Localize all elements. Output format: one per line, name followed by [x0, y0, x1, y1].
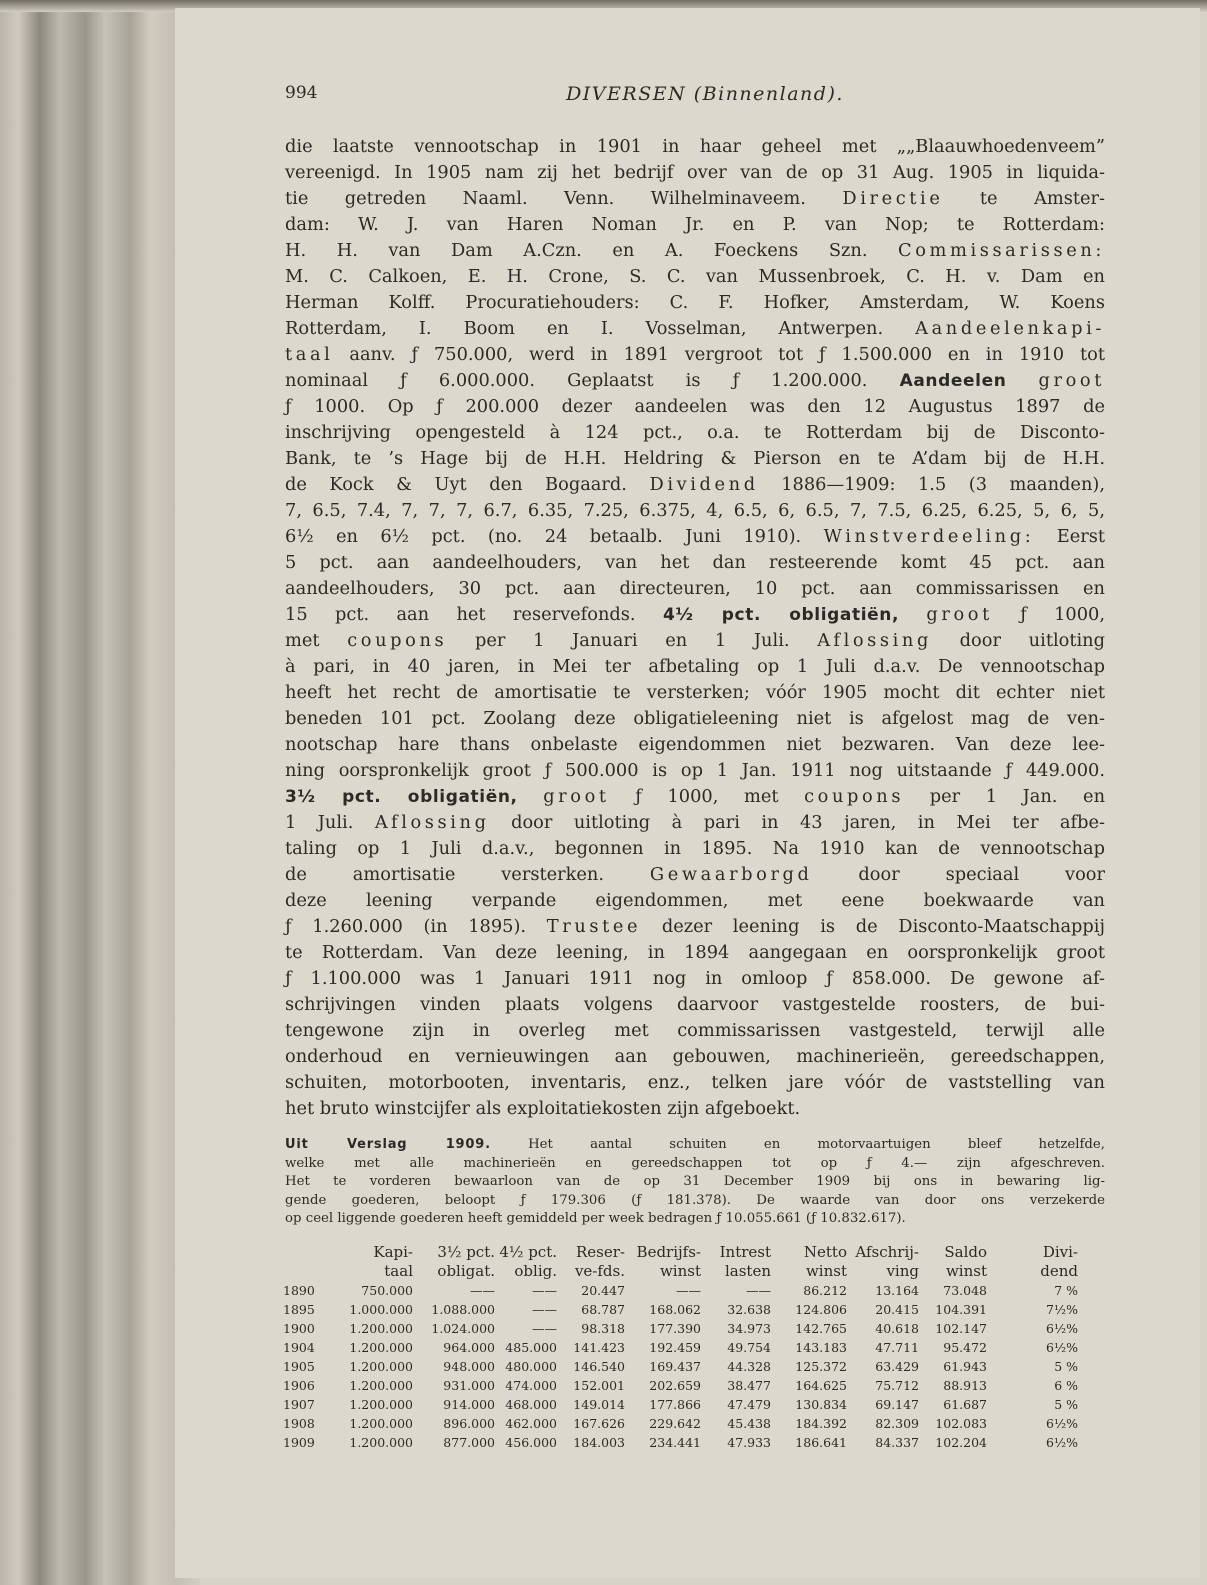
column-header: Saldo winst — [944, 1243, 987, 1280]
text-segment: Bank, te ’s Hage bij de H.H. Heldring & Pierson en te A’dam bij de H.H. — [285, 448, 1105, 469]
text-segment: Herman Kolff. Procuratiehouders: C. F. Hofker, Amsterdam, W. Koens — [285, 292, 1105, 313]
column-header: Reser- ve-fds. — [574, 1243, 625, 1280]
text-line — [285, 862, 1105, 888]
table-cell: 914.000 — [443, 1397, 495, 1412]
text-segment: welke met alle machinerieën en gereedschappen tot op ƒ 4.— zijn afgeschreven. — [285, 1155, 1105, 1171]
spaced-heading: Aflossing — [817, 630, 932, 651]
table-cell: 1.088.000 — [431, 1302, 495, 1317]
book-binding-edge — [0, 0, 200, 1585]
table-cell: 73.048 — [943, 1283, 987, 1298]
table-cell: 47.933 — [727, 1435, 771, 1450]
text-segment: Eerst — [1056, 526, 1106, 547]
text-line — [285, 1070, 1105, 1096]
bold-heading: Aandeelen — [899, 371, 1007, 391]
text-line — [285, 1210, 1105, 1229]
text-line — [285, 134, 1105, 160]
year-cell: 1908 — [283, 1416, 315, 1431]
table-cell: 146.540 — [573, 1359, 625, 1374]
table-cell: 124.806 — [795, 1302, 847, 1317]
text-segment: ƒ 1.100.000 was 1 Januari 1911 nog in omloop ƒ 858.000. De gewone af- — [285, 968, 1105, 989]
text-segment: het bruto winstcijfer als exploitatiekosten zijn afgeboekt. — [285, 1098, 801, 1119]
table-cell: 229.642 — [649, 1416, 701, 1431]
spaced-heading: groot — [543, 786, 610, 807]
table-cell: 7½% — [1046, 1302, 1078, 1317]
table-cell: 49.754 — [727, 1340, 771, 1355]
text-segment: ning oorspronkelijk groot ƒ 500.000 is op 1 Jan. 1911 nog uitstaande ƒ 449.000. — [285, 760, 1105, 781]
text-segment: dam: W. J. van Haren Noman Jr. en P. van Nop; te Rotterdam: — [285, 214, 1105, 235]
table-row — [283, 1300, 1078, 1319]
table-cell: 177.390 — [649, 1321, 701, 1336]
year-cell: 1904 — [283, 1340, 315, 1355]
text-line — [285, 394, 1105, 420]
bold-heading: 4½ pct. obligatiën, — [662, 605, 900, 625]
text-line — [285, 810, 1105, 836]
table-cell: 44.328 — [727, 1359, 771, 1374]
table-cell: 143.183 — [795, 1340, 847, 1355]
spaced-heading: Gewaarborgd — [649, 864, 813, 885]
spaced-heading: groot — [1038, 370, 1105, 391]
table-body — [283, 1281, 1078, 1452]
table-cell: 7 % — [1054, 1283, 1078, 1298]
text-segment: ƒ 1000. Op ƒ 200.000 dezer aandeelen was den 12 Augustus 1897 de — [285, 396, 1105, 417]
table-cell: 202.659 — [649, 1378, 701, 1393]
table-cell: 20.447 — [581, 1283, 625, 1298]
text-line — [285, 498, 1105, 524]
table-cell: 104.391 — [935, 1302, 987, 1317]
table-cell: 75.712 — [875, 1378, 919, 1393]
text-segment: ƒ 1000, met — [635, 786, 779, 807]
table-cell: —— — [470, 1283, 495, 1298]
table-cell: 68.787 — [581, 1302, 625, 1317]
text-line — [285, 212, 1105, 238]
table-cell: 125.372 — [795, 1359, 847, 1374]
table-row — [283, 1395, 1078, 1414]
table-cell: 1.200.000 — [349, 1340, 413, 1355]
table-row — [283, 1319, 1078, 1338]
table-cell: —— — [746, 1283, 771, 1298]
table-cell: 142.765 — [795, 1321, 847, 1336]
text-segment: 15 pct. aan het reservefonds. — [285, 604, 636, 625]
text-line — [285, 264, 1105, 290]
table-cell: 480.000 — [505, 1359, 557, 1374]
column-header — [283, 1243, 323, 1281]
spaced-heading: taal — [285, 344, 334, 365]
text-segment: te Rotterdam. Van deze leening, in 1894 aangegaan en oorspronkelijk groot — [285, 942, 1105, 963]
table-cell: 931.000 — [443, 1378, 495, 1393]
text-segment: taling op 1 Juli d.a.v., begonnen in 1895. Na 1910 kan de vennootschap — [285, 838, 1105, 859]
text-line — [285, 654, 1105, 680]
table-cell: 186.641 — [795, 1435, 847, 1450]
text-line — [285, 966, 1105, 992]
table-cell: 84.337 — [875, 1435, 919, 1450]
table-cell: 184.392 — [795, 1416, 847, 1431]
table-cell: 948.000 — [443, 1359, 495, 1374]
table-cell: 468.000 — [505, 1397, 557, 1412]
financial-history-table — [283, 1243, 1078, 1452]
spaced-heading: Trustee — [546, 916, 642, 937]
table-cell: 88.913 — [943, 1378, 987, 1393]
text-line — [285, 238, 1105, 264]
column-header: Kapi- taal — [373, 1243, 413, 1280]
text-line — [285, 472, 1105, 498]
table-cell: 141.423 — [573, 1340, 625, 1355]
text-line — [285, 160, 1105, 186]
table-cell: 462.000 — [505, 1416, 557, 1431]
table-cell: 69.147 — [875, 1397, 919, 1412]
year-cell: 1909 — [283, 1435, 315, 1450]
year-cell: 1905 — [283, 1359, 315, 1374]
table-cell: 102.204 — [935, 1435, 987, 1450]
table-cell: 168.062 — [649, 1302, 701, 1317]
text-segment: door uitloting à pari in 43 jaren, in Mei ter afbe- — [511, 812, 1106, 833]
text-segment: 7, 6.5, 7.4, 7, 7, 7, 6.7, 6.35, 7.25, 6.375, 4, 6.5, 6, 6.5, 7, 7.5, 6.25, 6.25, 5, 6, 5, — [285, 500, 1105, 521]
table-cell: 6½% — [1046, 1321, 1078, 1336]
spaced-heading: Aflossing — [374, 812, 490, 833]
text-line — [285, 628, 1105, 654]
text-segment: onderhoud en vernieuwingen aan gebouwen, machinerieën, gereedschappen, — [285, 1046, 1105, 1067]
table-cell: 177.866 — [649, 1397, 701, 1412]
column-header: Bedrijfs- winst — [636, 1243, 701, 1280]
text-segment: per 1 Januari en 1 Juli. — [474, 630, 790, 651]
table-cell: 6 % — [1054, 1378, 1078, 1393]
text-segment: aandeelhouders, 30 pct. aan directeuren, 10 pct. aan commissarissen en — [285, 578, 1105, 599]
table-cell: 192.459 — [649, 1340, 701, 1355]
text-segment: à pari, in 40 jaren, in Mei ter afbetaling op 1 Juli d.a.v. De vennootschap — [285, 656, 1105, 677]
column-header: Afschrij- ving — [855, 1243, 919, 1280]
text-line — [285, 1155, 1105, 1174]
year-cell: 1895 — [283, 1302, 315, 1317]
page-header — [285, 83, 1125, 113]
table-cell: 896.000 — [443, 1416, 495, 1431]
text-line — [285, 290, 1105, 316]
text-line — [285, 1192, 1105, 1211]
text-line — [285, 316, 1105, 342]
text-segment: door uitloting — [959, 630, 1106, 651]
table-cell: 45.438 — [727, 1416, 771, 1431]
table-cell: 750.000 — [361, 1283, 413, 1298]
spaced-heading: Aandeelenkapi- — [915, 318, 1105, 339]
table-cell: 82.309 — [875, 1416, 919, 1431]
text-segment: tengewone zijn in overleg met commissarissen vastgesteld, terwijl alle — [285, 1020, 1105, 1041]
spaced-heading: Directie — [842, 188, 944, 209]
table-cell: 1.200.000 — [349, 1416, 413, 1431]
text-segment: per 1 Jan. en — [929, 786, 1106, 807]
table-cell: 20.415 — [875, 1302, 919, 1317]
table-row — [283, 1433, 1078, 1452]
table-cell: 1.024.000 — [431, 1321, 495, 1336]
text-segment: met — [285, 630, 320, 651]
table-row — [283, 1414, 1078, 1433]
table-cell: 40.618 — [875, 1321, 919, 1336]
table-cell: 1.200.000 — [349, 1435, 413, 1450]
text-line — [285, 940, 1105, 966]
text-line — [285, 758, 1105, 784]
page-number: 994 — [285, 83, 318, 103]
text-line — [285, 1044, 1105, 1070]
table-cell: 1.200.000 — [349, 1359, 413, 1374]
text-segment: beneden 101 pct. Zoolang deze obligatieleening niet is afgelost mag de ven- — [285, 708, 1105, 729]
table-cell: 1.200.000 — [349, 1397, 413, 1412]
text-segment: Het te vorderen bewaarloon van de op 31 December 1909 bij ons in bewaring lig- — [285, 1174, 1105, 1189]
table-cell: 152.001 — [573, 1378, 625, 1393]
table-cell: —— — [532, 1283, 557, 1298]
table-cell: 5 % — [1054, 1397, 1078, 1412]
spaced-heading: Winstverdeeling: — [823, 526, 1035, 547]
table-cell: 6½% — [1046, 1435, 1078, 1450]
text-segment: nominaal ƒ 6.000.000. Geplaatst is ƒ 1.200.000. — [285, 370, 868, 391]
main-body-text — [285, 134, 1105, 1122]
text-line — [285, 914, 1105, 940]
text-line — [285, 784, 1105, 810]
text-segment: 5 pct. aan aandeelhouders, van het dan resteerende komt 45 pct. aan — [285, 552, 1105, 573]
table-cell: 1.200.000 — [349, 1378, 413, 1393]
text-line — [285, 186, 1105, 212]
text-segment: inschrijving opengesteld à 124 pct., o.a. te Rotterdam bij de Disconto- — [285, 422, 1105, 443]
table-cell: 47.711 — [875, 1340, 919, 1355]
table-cell: 5 % — [1054, 1359, 1078, 1374]
column-header: 3½ pct. obligat. — [437, 1243, 495, 1280]
text-line — [285, 446, 1105, 472]
table-cell: 130.834 — [795, 1397, 847, 1412]
text-segment: dezer leening is de Disconto-Maatschappij — [661, 916, 1106, 937]
column-header: Divi- dend — [1040, 1243, 1078, 1280]
text-line — [285, 836, 1105, 862]
table-cell: 6½% — [1046, 1340, 1078, 1355]
text-segment: de Kock & Uyt den Bogaard. — [285, 474, 627, 495]
column-header: Netto winst — [803, 1243, 847, 1280]
table-cell: 184.003 — [573, 1435, 625, 1450]
table-cell: 6½% — [1046, 1416, 1078, 1431]
table-cell: 877.000 — [443, 1435, 495, 1450]
table-cell: 234.441 — [649, 1435, 701, 1450]
text-segment: die laatste vennootschap in 1901 in haar geheel met „„Blaauwhoedenveem” — [285, 136, 1105, 157]
table-cell: 86.212 — [803, 1283, 847, 1298]
text-line — [285, 1173, 1105, 1192]
text-segment: 1886—1909: 1.5 (3 maanden), — [781, 474, 1105, 495]
text-segment: Rotterdam, I. Boom en I. Vosselman, Antwerpen. — [285, 318, 884, 339]
table-cell: 1.200.000 — [349, 1321, 413, 1336]
text-segment: gende goederen, beloopt ƒ 179.306 (ƒ 181.378). De waarde van door ons verzekerde — [285, 1192, 1105, 1208]
text-segment: de amortisatie versterken. — [285, 864, 605, 885]
table-row — [283, 1357, 1078, 1376]
text-segment: 1 Juli. — [285, 812, 354, 833]
bold-heading: 3½ pct. obligatiën, — [285, 787, 518, 807]
spaced-heading: coupons — [347, 630, 448, 651]
annual-report-excerpt — [285, 1136, 1105, 1229]
text-segment: Het aantal schuiten en motorvaartuigen bleef hetzelfde, — [528, 1137, 1105, 1152]
text-line — [285, 732, 1105, 758]
text-line — [285, 342, 1105, 368]
column-header: Intrest lasten — [719, 1243, 771, 1280]
table-cell: 102.147 — [935, 1321, 987, 1336]
year-cell: 1900 — [283, 1321, 315, 1336]
text-segment: ƒ 1.260.000 (in 1895). — [285, 916, 527, 937]
bold-heading: Uit Verslag 1909. — [285, 1137, 491, 1152]
table-cell: —— — [532, 1302, 557, 1317]
table-cell: 34.973 — [727, 1321, 771, 1336]
table-cell: 456.000 — [505, 1435, 557, 1450]
table-cell: —— — [676, 1283, 701, 1298]
text-segment: tie getreden Naaml. Venn. Wilhelminaveem. — [285, 188, 806, 209]
table-cell: 32.638 — [727, 1302, 771, 1317]
table-cell: 63.429 — [875, 1359, 919, 1374]
text-line — [285, 576, 1105, 602]
text-line — [285, 1018, 1105, 1044]
text-segment: op ceel liggende goederen heeft gemiddeld per week bedragen ƒ 10.055.661 (ƒ 10.832.617). — [285, 1211, 906, 1226]
table-cell: 167.626 — [573, 1416, 625, 1431]
table-cell: 164.625 — [795, 1378, 847, 1393]
text-segment: H. H. van Dam A.Czn. en A. Foeckens Szn. — [285, 240, 868, 261]
year-cell: 1907 — [283, 1397, 315, 1412]
table-header-row — [283, 1243, 1078, 1281]
table-cell: 98.318 — [581, 1321, 625, 1336]
text-segment: door speciaal voor — [858, 864, 1106, 885]
text-line — [285, 368, 1105, 394]
table-cell: 13.164 — [875, 1283, 919, 1298]
table-cell: 95.472 — [943, 1340, 987, 1355]
text-segment: M. C. Calkoen, E. H. Crone, S. C. van Mussenbroek, C. H. v. Dam en — [285, 266, 1105, 287]
table-cell: 169.437 — [649, 1359, 701, 1374]
text-segment: heeft het recht de amortisatie te versterken; vóór 1905 mocht dit echter niet — [285, 682, 1105, 703]
text-segment: te Amster- — [979, 188, 1106, 209]
year-cell: 1906 — [283, 1378, 315, 1393]
spaced-heading: Dividend — [649, 474, 759, 495]
spaced-heading: coupons — [804, 786, 905, 807]
text-line — [285, 1136, 1105, 1155]
table-row — [283, 1338, 1078, 1357]
table-cell: 964.000 — [443, 1340, 495, 1355]
spaced-heading: Commissarissen: — [898, 240, 1105, 261]
spaced-heading: groot — [926, 604, 993, 625]
text-segment: nootschap hare thans onbelaste eigendommen niet bezwaren. Van deze lee- — [285, 734, 1105, 755]
text-segment: ƒ 1000, — [1020, 604, 1106, 625]
text-line — [285, 706, 1105, 732]
text-segment: deze leening verpande eigendommen, met eene boekwaarde van — [285, 890, 1105, 911]
text-line — [285, 680, 1105, 706]
text-line — [285, 524, 1105, 550]
text-segment: schrijvingen vinden plaats volgens daarvoor vastgestelde roosters, de bui- — [285, 994, 1105, 1015]
year-cell: 1890 — [283, 1283, 315, 1298]
text-line — [285, 602, 1105, 628]
text-line — [285, 1096, 1105, 1122]
text-segment: aanv. ƒ 750.000, werd in 1891 vergroot tot ƒ 1.500.000 en in 1910 tot — [349, 344, 1105, 365]
text-segment: 6½ en 6½ pct. (no. 24 betaalb. Juni 1910). — [285, 526, 802, 547]
table-row — [283, 1281, 1078, 1300]
text-segment: schuiten, motorbooten, inventaris, enz., telken jare vóór de vaststelling van — [285, 1072, 1105, 1093]
table-cell: —— — [532, 1321, 557, 1336]
table-row — [283, 1376, 1078, 1395]
running-title: DIVERSEN (Binnenland). — [566, 83, 844, 105]
text-line — [285, 420, 1105, 446]
text-line — [285, 550, 1105, 576]
text-segment: vereenigd. In 1905 nam zij het bedrijf over van de op 31 Aug. 1905 in liquida- — [285, 162, 1105, 183]
table-cell: 38.477 — [727, 1378, 771, 1393]
table-cell: 149.014 — [573, 1397, 625, 1412]
table-cell: 485.000 — [505, 1340, 557, 1355]
table-cell: 61.943 — [943, 1359, 987, 1374]
text-line — [285, 888, 1105, 914]
table-cell: 102.083 — [935, 1416, 987, 1431]
text-line — [285, 992, 1105, 1018]
table-cell: 1.000.000 — [349, 1302, 413, 1317]
table-cell: 474.000 — [505, 1378, 557, 1393]
table-cell: 61.687 — [943, 1397, 987, 1412]
column-header: 4½ pct. oblig. — [499, 1243, 557, 1280]
table-cell: 47.479 — [727, 1397, 771, 1412]
